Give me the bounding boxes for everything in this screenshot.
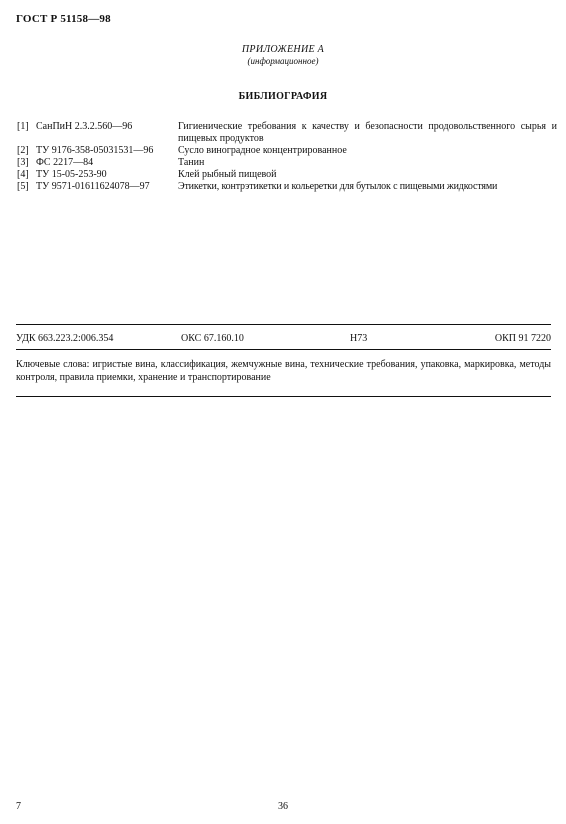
- footer-left-number: 7: [16, 801, 21, 812]
- oks-code: ОКС 67.160.10: [181, 333, 244, 344]
- bibliography-item-code: ФС 2217—84: [36, 156, 94, 168]
- bibliography-title: БИБЛИОГРАФИЯ: [238, 91, 328, 102]
- bibliography-item-number: [2]: [17, 144, 29, 156]
- bibliography-item-number: [1]: [17, 121, 29, 132]
- group-code: Н73: [350, 333, 368, 344]
- bibliography-item-description: Гигиенические требования к качеству и безопасности продовольственного сырья и пищевых продуктов: [178, 121, 557, 144]
- document-header: ГОСТ Р 51158—98: [16, 13, 111, 25]
- bibliography-item: [17, 157, 557, 169]
- okp-code: ОКП 91 7220: [494, 333, 551, 344]
- bibliography-item-description: Сусло виноградное концентрированное: [178, 144, 347, 156]
- udk-code: УДК 663.223.2:006.354: [16, 333, 114, 344]
- bibliography-item: [17, 121, 557, 144]
- appendix-title: ПРИЛОЖЕНИЕ А: [241, 44, 325, 55]
- top-divider: [16, 324, 551, 325]
- bibliography-item-number: [3]: [17, 156, 29, 168]
- keywords-paragraph: Ключевые слова: игристые вина, классификация, жемчужные вина, технические требования, упаковка, маркировка, методы контроля, правила приемки, хранение и транспортирование: [16, 359, 551, 383]
- bibliography-item: [17, 169, 557, 181]
- bottom-divider: [16, 396, 551, 397]
- page-number: 36: [278, 801, 288, 812]
- bibliography-item-description: Этикетки, контрэтикетки и кольеретки для бутылок с пищевыми жидкостями: [178, 180, 498, 192]
- bibliography-list: [17, 121, 557, 193]
- bibliography-item-code: ТУ 9176-358-05031531—96: [36, 144, 154, 156]
- middle-divider: [16, 349, 551, 350]
- bibliography-item: [17, 181, 557, 193]
- bibliography-item-code: СанПиН 2.3.2.560—96: [36, 121, 133, 132]
- appendix-subtitle: (информационное): [247, 56, 319, 66]
- bibliography-item-code: ТУ 15-05-253-90: [36, 168, 107, 180]
- bibliography-item: [17, 145, 557, 157]
- bibliography-item-code: ТУ 9571-01611624078—97: [36, 180, 150, 192]
- bibliography-item-number: [5]: [17, 180, 29, 192]
- bibliography-item-number: [4]: [17, 168, 29, 180]
- bibliography-item-description: Танин: [178, 156, 205, 168]
- bibliography-item-description: Клей рыбный пищевой: [178, 168, 277, 180]
